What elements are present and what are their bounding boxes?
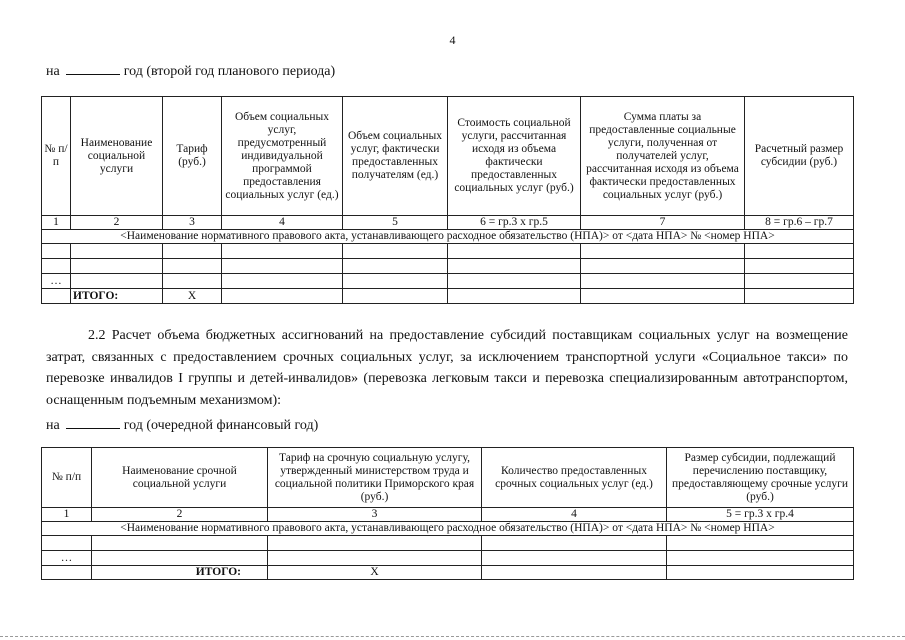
table-2-number-row [42,508,854,522]
t1-header-payment: Сумма платы за предоставленные социальные услуги, полученная от получателей услуг, рассчитанная исходя из объема фактически предоставленных социальных услуг (руб.) [581,97,745,216]
t2-header-subsidy: Размер субсидии, подлежащий перечислению поставщику, предоставляющему срочные услуги (руб.) [667,448,854,508]
t1-col-number: 7 [581,216,745,230]
table-row [42,274,854,289]
table-row [42,244,854,259]
t1-header-tariff: Тариф (руб.) [163,97,222,216]
year-suffix-2: год (очередной финансовый год) [123,418,319,433]
table-row [42,551,854,566]
section-2-2-paragraph: 2.2 Расчет объема бюджетных ассигнований на предоставление субсидий поставщикам социальных услуг на возмещение затрат, связанных с предоставлением срочных социальных услуг, за исключением транспортной услуги «Социальное такси» по перевозке инвалидов I группы и детей-инвалидов» (перевозка легковым такси и перевозка специализированным автотранспортом, оснащенным подъемным механизмом): [46,328,848,408]
table-2 [41,447,854,580]
table-2-header-row [42,448,854,508]
table-row [42,536,854,551]
table-1-number-row [42,216,854,230]
t2-ellipsis: … [42,551,92,566]
page-number: 4 [449,33,456,47]
t2-header-count: Количество предоставленных срочных социальных услуг (ед.) [482,448,667,508]
t1-header-subsidy: Расчетный размер субсидии (руб.) [745,97,854,216]
t1-header-actual-volume: Объем социальных услуг, фактически предоставленных получателям (ед.) [343,97,448,216]
t1-header-cost: Стоимость социальной услуги, рассчитанная исходя из объема фактически предоставленных социальных услуг (руб.) [448,97,581,216]
t1-col-number: 2 [71,216,163,230]
year-blank-2 [66,417,120,429]
table-1-total-row [42,289,854,304]
year-blank-1 [66,63,120,75]
t2-col-number: 1 [42,508,92,522]
t1-total-mark: Х [163,289,222,304]
t2-header-tariff: Тариф на срочную социальную услугу, утвержденный министерством труда и социальной политики Приморского края (руб.) [268,448,482,508]
t2-total-label: ИТОГО: [92,566,268,580]
t1-header-planned-volume: Объем социальных услуг, предусмотренный индивидуальной программой предоставления социальных услуг (ед.) [222,97,343,216]
t1-col-number: 1 [42,216,71,230]
t1-ellipsis: … [42,274,71,289]
table-row [42,259,854,274]
t1-header-service: Наименование социальной услуги [71,97,163,216]
page-bottom-edge [0,636,905,637]
year-prefix-1: на [46,64,60,79]
year-line-1 [46,63,335,80]
t2-header-service: Наименование срочной социальной услуги [92,448,268,508]
t1-col-number: 5 [343,216,448,230]
t1-header-num: № п/п [42,97,71,216]
table-2-npa-row [42,522,854,536]
t2-col-number: 5 = гр.3 x гр.4 [667,508,854,522]
t2-col-number: 4 [482,508,667,522]
t1-col-number: 6 = гр.3 x гр.5 [448,216,581,230]
t2-col-number: 3 [268,508,482,522]
t2-header-num: № п/п [42,448,92,508]
t1-col-number: 3 [163,216,222,230]
year-suffix-1: год (второй год планового периода) [123,64,336,79]
t2-col-number: 2 [92,508,268,522]
t1-col-number: 4 [222,216,343,230]
table-2-total-row [42,566,854,580]
t1-col-number: 8 = гр.6 – гр.7 [745,216,854,230]
t1-total-label: ИТОГО: [71,289,163,304]
t2-npa-text: <Наименование нормативного правового акта, устанавливающего расходное обязательство (НПА)> от <дата НПА> № <номер НПА> [42,522,854,536]
table-1-npa-row [42,230,854,244]
t2-total-mark: Х [268,566,482,580]
t1-npa-text: <Наименование нормативного правового акта, устанавливающего расходное обязательство (НПА)> от <дата НПА> № <номер НПА> [42,230,854,244]
table-1 [41,96,854,304]
table-1-header-row [42,97,854,216]
year-prefix-2: на [46,418,60,433]
year-line-2 [46,417,318,434]
